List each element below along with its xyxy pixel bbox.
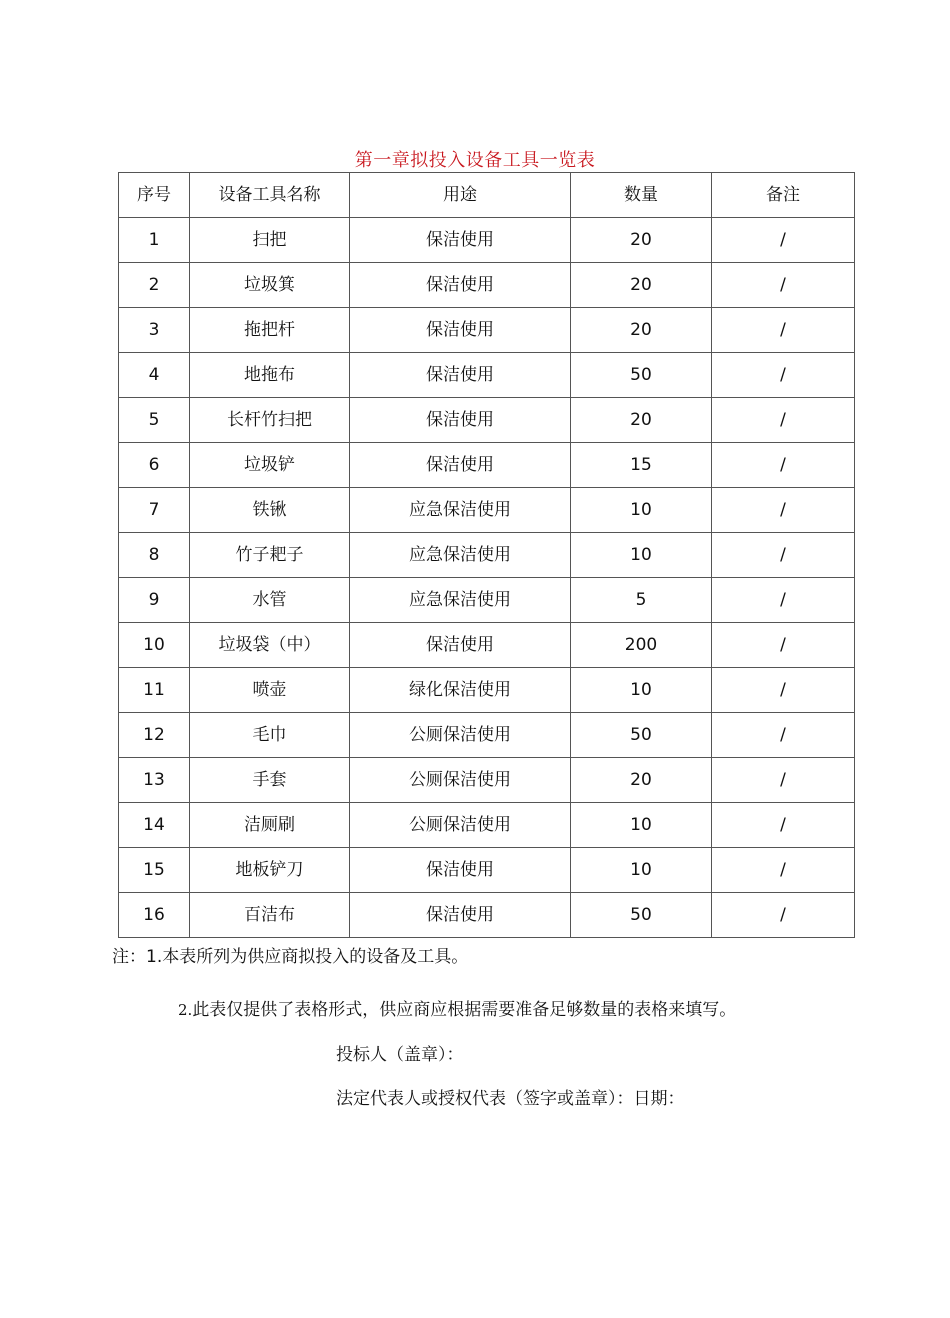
cell-purpose: 应急保洁使用 (350, 533, 571, 578)
cell-serial-no: 2 (119, 263, 190, 308)
cell-equipment-name: 洁厕刷 (190, 803, 350, 848)
page-title: 第一章拟投入设备工具一览表 (354, 150, 596, 171)
cell-remark: / (712, 398, 855, 443)
table-row (119, 218, 855, 263)
cell-serial-no: 9 (119, 578, 190, 623)
cell-serial-no: 5 (119, 398, 190, 443)
cell-quantity: 50 (571, 713, 712, 758)
note-2 (178, 998, 736, 1022)
cell-remark: / (712, 488, 855, 533)
cell-quantity: 10 (571, 533, 712, 578)
cell-serial-no: 12 (119, 713, 190, 758)
cell-serial-no: 7 (119, 488, 190, 533)
cell-serial-no: 10 (119, 623, 190, 668)
cell-remark: / (712, 443, 855, 488)
cell-purpose: 保洁使用 (350, 263, 571, 308)
cell-purpose: 公厕保洁使用 (350, 803, 571, 848)
cell-equipment-name: 毛巾 (190, 713, 350, 758)
cell-serial-no: 3 (119, 308, 190, 353)
cell-serial-no: 14 (119, 803, 190, 848)
cell-equipment-name: 铁锹 (190, 488, 350, 533)
cell-remark: / (712, 668, 855, 713)
table-row (119, 803, 855, 848)
cell-equipment-name: 喷壶 (190, 668, 350, 713)
cell-purpose: 保洁使用 (350, 308, 571, 353)
cell-purpose: 公厕保洁使用 (350, 713, 571, 758)
header-purpose: 用途 (350, 173, 571, 218)
cell-equipment-name: 地板铲刀 (190, 848, 350, 893)
cell-serial-no: 6 (119, 443, 190, 488)
cell-quantity: 20 (571, 308, 712, 353)
representative-signature-line: 法定代表人或授权代表（签字或盖章）：日期： (336, 1089, 685, 1109)
cell-equipment-name: 垃圾袋（中） (190, 623, 350, 668)
cell-serial-no: 1 (119, 218, 190, 263)
header-quantity: 数量 (571, 173, 712, 218)
cell-purpose: 绿化保洁使用 (350, 668, 571, 713)
bidder-signature-line: 投标人（盖章）： (336, 1045, 464, 1065)
table-row (119, 353, 855, 398)
table-row (119, 443, 855, 488)
table-row (119, 758, 855, 803)
cell-purpose: 保洁使用 (350, 353, 571, 398)
cell-quantity: 200 (571, 623, 712, 668)
cell-quantity: 10 (571, 668, 712, 713)
header-equipment-name: 设备工具名称 (190, 173, 350, 218)
cell-equipment-name: 垃圾铲 (190, 443, 350, 488)
cell-purpose: 公厕保洁使用 (350, 758, 571, 803)
cell-purpose: 保洁使用 (350, 848, 571, 893)
table-row (119, 308, 855, 353)
table-header-row (119, 173, 855, 218)
cell-equipment-name: 水管 (190, 578, 350, 623)
cell-purpose: 保洁使用 (350, 218, 571, 263)
table-row (119, 713, 855, 758)
cell-purpose: 保洁使用 (350, 893, 571, 938)
header-remark: 备注 (712, 173, 855, 218)
table-row (119, 893, 855, 938)
cell-remark: / (712, 713, 855, 758)
cell-equipment-name: 地拖布 (190, 353, 350, 398)
table-row (119, 488, 855, 533)
table-row (119, 668, 855, 713)
cell-purpose: 应急保洁使用 (350, 488, 571, 533)
cell-remark: / (712, 848, 855, 893)
cell-remark: / (712, 803, 855, 848)
cell-equipment-name: 拖把杆 (190, 308, 350, 353)
table-row (119, 263, 855, 308)
cell-quantity: 20 (571, 398, 712, 443)
cell-quantity: 20 (571, 758, 712, 803)
cell-quantity: 50 (571, 353, 712, 398)
cell-equipment-name: 竹子耙子 (190, 533, 350, 578)
table-row (119, 398, 855, 443)
table-row (119, 848, 855, 893)
table-body (119, 218, 855, 938)
cell-quantity: 5 (571, 578, 712, 623)
cell-equipment-name: 长杆竹扫把 (190, 398, 350, 443)
cell-purpose: 应急保洁使用 (350, 578, 571, 623)
cell-quantity: 10 (571, 803, 712, 848)
cell-equipment-name: 扫把 (190, 218, 350, 263)
cell-remark: / (712, 218, 855, 263)
cell-quantity: 20 (571, 263, 712, 308)
cell-remark: / (712, 308, 855, 353)
cell-purpose: 保洁使用 (350, 443, 571, 488)
cell-remark: / (712, 533, 855, 578)
cell-serial-no: 4 (119, 353, 190, 398)
cell-remark: / (712, 758, 855, 803)
cell-remark: / (712, 353, 855, 398)
cell-quantity: 20 (571, 218, 712, 263)
cell-purpose: 保洁使用 (350, 398, 571, 443)
header-serial-no: 序号 (119, 173, 190, 218)
cell-quantity: 15 (571, 443, 712, 488)
cell-remark: / (712, 263, 855, 308)
cell-equipment-name: 百洁布 (190, 893, 350, 938)
cell-purpose: 保洁使用 (350, 623, 571, 668)
cell-serial-no: 13 (119, 758, 190, 803)
equipment-table (118, 172, 855, 938)
table-row (119, 623, 855, 668)
cell-remark: / (712, 578, 855, 623)
note-1: 注：1.本表所列为供应商拟投入的设备及工具。 (112, 947, 469, 967)
cell-remark: / (712, 623, 855, 668)
cell-equipment-name: 垃圾箕 (190, 263, 350, 308)
cell-remark: / (712, 893, 855, 938)
cell-serial-no: 16 (119, 893, 190, 938)
table-row (119, 578, 855, 623)
cell-quantity: 10 (571, 488, 712, 533)
cell-serial-no: 11 (119, 668, 190, 713)
cell-serial-no: 8 (119, 533, 190, 578)
table-row (119, 533, 855, 578)
note-2-number: 2. (178, 1001, 193, 1019)
cell-quantity: 10 (571, 848, 712, 893)
cell-serial-no: 15 (119, 848, 190, 893)
cell-quantity: 50 (571, 893, 712, 938)
note-2-text: 此表仅提供了表格形式，供应商应根据需要准备足够数量的表格来填写。 (192, 1000, 737, 1020)
cell-equipment-name: 手套 (190, 758, 350, 803)
